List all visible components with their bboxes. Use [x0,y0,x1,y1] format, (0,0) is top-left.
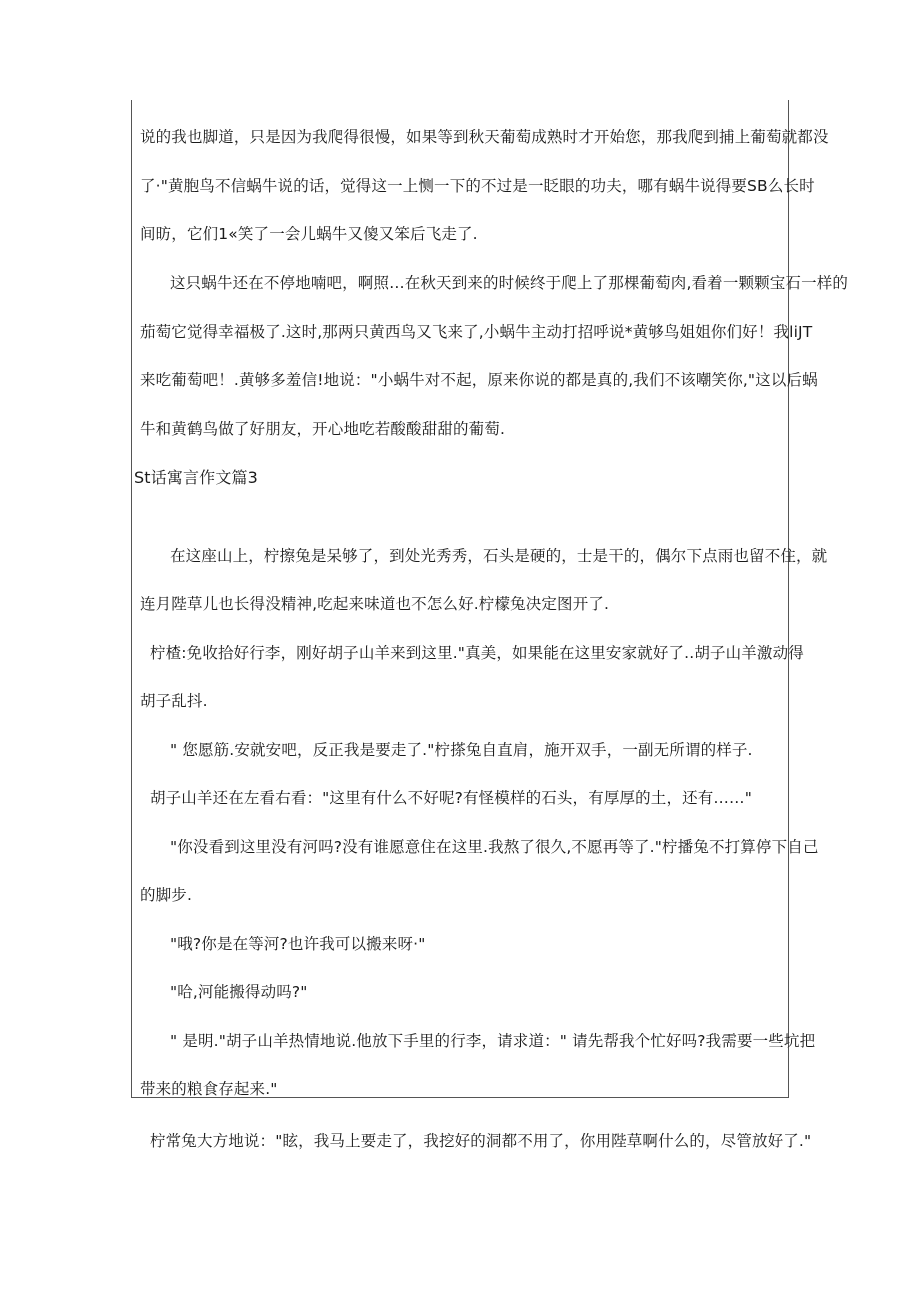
text-line: "你没看到这里没有河吗?没有谁愿意住在这里.我熬了很久,不愿再等了."柠播兔不打算停下自己 [170,838,819,856]
text-line: 柠楂:免收拾好行李，刚好胡子山羊来到这里."真美，如果能在这里安家就好了..胡子山羊激动得 [150,644,804,662]
text-line: 胡子山羊还在左看右看："这里有什么不好呢?有怪模样的石头，有厚厚的土，还有……" [150,789,752,807]
section-heading: St话寓言作文篇3 [134,468,258,487]
text-line: 胡子乱抖. [140,692,208,710]
text-line: "哦?你是在等河?也许我可以搬来呀·" [170,935,426,953]
text-line: 在这座山上，柠擦兔是呆够了，到处光秀秀，石头是硬的，士是干的，偶尔下点雨也留不住，就 [170,547,828,565]
text-line: 间昉，它们1«笑了一会儿蜗牛又傻又笨后飞走了. [140,225,478,243]
text-line: 茄萄它觉得幸福极了.这时,那两只黄西鸟又飞来了,小蜗牛主动打招呼说*黄够鸟姐姐你们好！我liJT [140,323,813,341]
text-line: "哈,河能搬得动吗?" [170,983,308,1001]
text-line: 牛和黄鹤鸟做了好朋友，开心地吃若酸酸甜甜的葡萄. [140,420,506,438]
text-line: 这只蜗牛还在不停地喃吧，啊照…在秋天到来的时候终于爬上了那棵葡萄肉,看着一颗颗宝石一样的 [170,274,849,292]
text-line: 连月陛草儿也长得没精神,吃起来味道也不怎么好.柠檬兔决定图开了. [140,595,610,613]
text-line: 柠常兔大方地说："眩，我马上要走了，我挖好的洞都不用了，你用陛草啊什么的，尽管放好了." [150,1132,812,1150]
text-line: 说的我也脚道，只是因为我爬得很慢，如果等到秋天葡萄成熟时才开始您，那我爬到捕上葡萄就都没 [140,128,829,146]
text-line: " 您愿筋.安就安吧，反正我是要走了."柠搽兔自直肩，施开双手，一副无所谓的样子. [170,741,753,759]
text-line: 了·"黄胞鸟不信蜗牛说的话，觉得这一上恻一下的不过是一眨眼的功夫，哪有蜗牛说得要SB么长时 [140,177,815,195]
text-line: 的脚步. [140,886,193,904]
text-line: 带来的粮食存起来." [140,1080,278,1098]
text-line: " 是明."胡子山羊热情地说.他放下手里的行李，请求道：" 请先帮我个忙好吗?我需要一些坑把 [170,1032,816,1050]
text-line: 来吃葡萄吧！.黄够多羞信!地说："小蜗牛对不起，原来你说的都是真的,我们不该嘲笑你,"这以后蜗 [140,371,818,389]
